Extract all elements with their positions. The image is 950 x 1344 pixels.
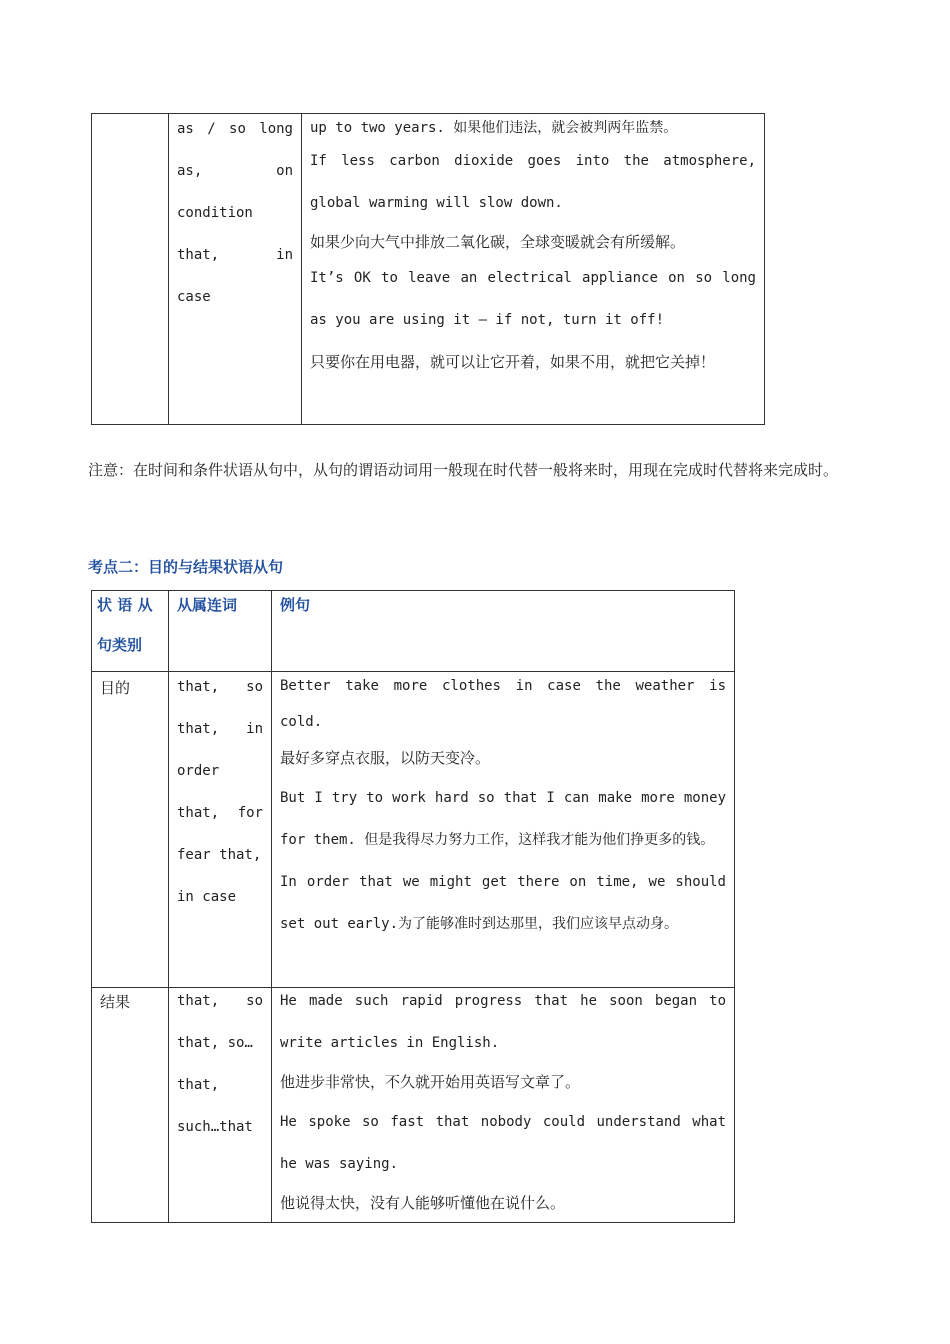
example-sentence: He made such rapid progress that he soon began to write articles in English. xyxy=(280,993,726,1051)
conjunction-line: that, so… xyxy=(177,1035,253,1051)
conjunction-line: fear that, xyxy=(177,847,262,863)
example-translation: 如果少向大气中排放二氧化碳，全球变暖就会有所缓解。 xyxy=(310,233,686,251)
table-header-row xyxy=(92,591,735,672)
example-sentence: If less carbon dioxide goes into the atmosphere, global warming will slow down. xyxy=(310,153,756,211)
example-sentence: But I try to work hard so that I can make more money for them. 但是我得尽力努力工作，这样我才能为他们挣更多的钱。 xyxy=(280,790,726,848)
category-cell: 目的 xyxy=(92,672,169,988)
conjunction-cell xyxy=(169,988,272,1223)
conjunction-cell xyxy=(169,114,302,425)
example-translation: 他进步非常快，不久就开始用英语写文章了。 xyxy=(280,1073,581,1091)
table-row xyxy=(92,988,735,1223)
header-category: 状 语 从句类别 xyxy=(92,591,169,672)
conjunction-line: that, in xyxy=(177,721,263,737)
section-heading: 考点二：目的与结果状语从句 xyxy=(88,558,284,576)
table-row xyxy=(92,114,765,425)
example-sentence: He spoke so fast that nobody could understand what he was saying. xyxy=(280,1114,726,1172)
conjunction-line: that, so xyxy=(177,679,263,695)
conjunction-line: as / so long xyxy=(177,121,293,137)
conjunction-line: in case xyxy=(177,889,237,905)
conjunction-line: that, xyxy=(177,1077,220,1093)
conjunction-line: order xyxy=(177,763,220,779)
note-paragraph: 注意：在时间和条件状语从句中，从句的谓语动词用一般现在时代替一般将来时，用现在完成时代替将来完成时。 xyxy=(88,461,839,479)
example-translation: 最好多穿点衣服，以防天变冷。 xyxy=(280,749,491,767)
example-translation: 他说得太快，没有人能够听懂他在说什么。 xyxy=(280,1194,566,1212)
header-example: 例句 xyxy=(272,591,735,672)
conjunction-line: that, so xyxy=(177,993,263,1009)
conjunction-line: as, on xyxy=(177,163,293,179)
example-cell xyxy=(302,114,765,425)
conjunction-line: case xyxy=(177,289,211,305)
example-cell xyxy=(272,672,735,988)
conjunction-line: that, in xyxy=(177,247,293,263)
conjunction-line: such…that xyxy=(177,1119,253,1135)
example-cell xyxy=(272,988,735,1223)
conjunction-cell xyxy=(169,672,272,988)
condition-clause-table xyxy=(91,113,765,425)
conjunction-line: condition xyxy=(177,205,253,221)
example-sentence: It’s OK to leave an electrical appliance on so long as you are using it – if not, turn it off! xyxy=(310,270,756,328)
conjunction-line: that, for xyxy=(177,805,263,821)
category-cell: 结果 xyxy=(92,988,169,1223)
example-translation: 只要你在用电器，就可以让它开着，如果不用，就把它关掉！ xyxy=(310,353,716,371)
category-cell xyxy=(92,114,169,425)
example-sentence: In order that we might get there on time, we should set out early.为了能够准时到达那里，我们应该早点动身。 xyxy=(280,874,726,932)
example-sentence: up to two years. 如果他们违法，就会被判两年监禁。 xyxy=(310,120,678,136)
example-sentence: Better take more clothes in case the weather is cold. xyxy=(280,678,726,730)
purpose-result-table xyxy=(91,590,735,1223)
header-conjunction: 从属连词 xyxy=(169,591,272,672)
table-row xyxy=(92,672,735,988)
